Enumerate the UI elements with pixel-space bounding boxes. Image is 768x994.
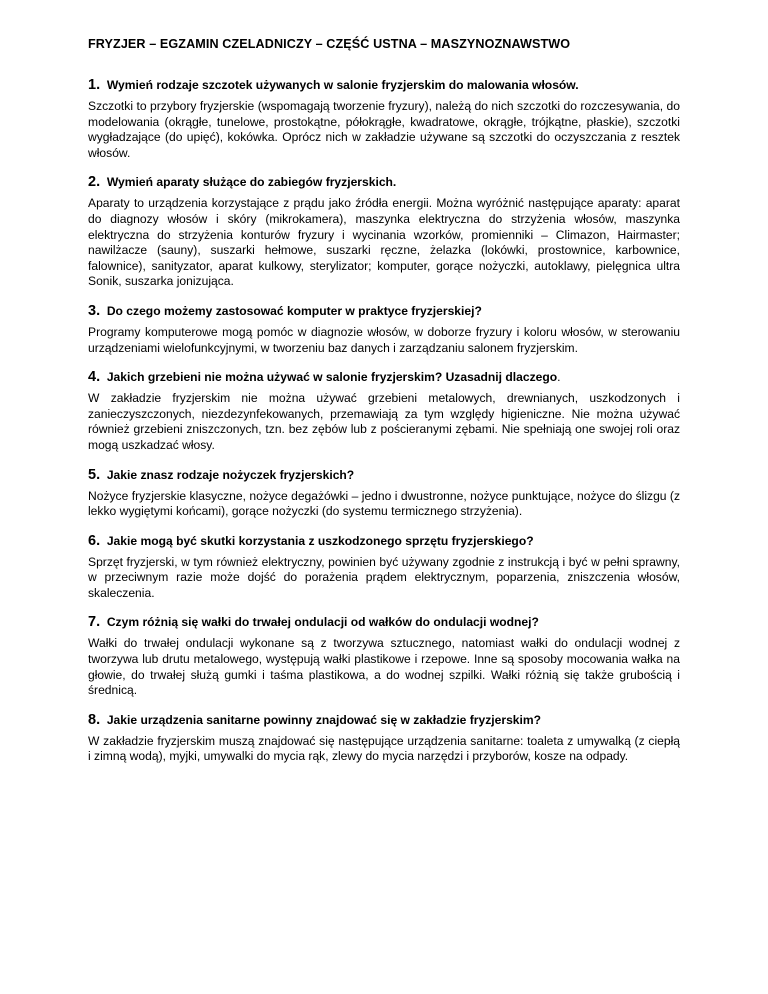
answer-7: Wałki do trwałej ondulacji wykonane są z tworzywa sztucznego, natomiast wałki do ondulacji wodnej z tworzywa lub drutu metalowego, występują wałki plastikowe i rzepowe. Inne są sposoby mocowania wałka na głowie, do trwałej służą gumki i taśma plastikowa, a do wodnej szpilki. Wałki różnią się także grubością i średnicą. (88, 636, 680, 698)
qa-item-4 (88, 369, 680, 453)
question-number: 3. (88, 302, 101, 319)
qa-item-8 (88, 712, 680, 765)
question-6 (88, 533, 680, 549)
question-5 (88, 467, 680, 483)
document-title: FRYZJER – EGZAMIN CZELADNICZY – CZĘŚĆ USTNA – MASZYNOZNAWSTWO (88, 37, 571, 51)
question-text: Jakich grzebieni nie można używać w salonie fryzjerskim? Uzasadnij dlaczego (106, 370, 558, 385)
question-number: 8. (88, 711, 101, 728)
answer-1: Szczotki to przybory fryzjerskie (wspomagają tworzenie fryzury), należą do nich szczotki do rozczesywania, do modelowania (okrągłe, tunelowe, prostokątne, półokrągłe, kwadratowe, okrągłe, trójkątne, płaskie), szczotki wygładzające (do upięć), kokówka. Oprócz nich w zakładzie używane są szczotki do oczyszczania z resztek włosów. (88, 99, 680, 160)
question-number: 6. (88, 532, 101, 549)
qa-item-1 (88, 77, 680, 161)
question-number: 2. (88, 174, 101, 191)
question-text: Wymień rodzaje szczotek używanych w salonie fryzjerskim do malowania włosów. (106, 78, 579, 92)
answer-5: Nożyce fryzjerskie klasyczne, nożyce degażówki – jedno i dwustronne, nożyce punktujące, nożyce do ślizgu (z lekko wygiętymi końcami), gorące nożyczki (do systemu termicznego strzyżenia). (88, 488, 680, 519)
question-1 (88, 77, 680, 93)
question-2 (88, 174, 680, 190)
question-text: Wymień aparaty służące do zabiegów fryzjerskich. (106, 175, 397, 190)
qa-item-2 (88, 174, 680, 290)
question-3 (88, 303, 680, 319)
question-number: 5. (88, 466, 101, 483)
question-tail: . (557, 370, 561, 385)
qa-item-7 (88, 614, 680, 698)
question-number: 4. (88, 369, 101, 386)
question-text: Jakie mogą być skutki korzystania z uszkodzonego sprzętu fryzjerskiego? (106, 533, 534, 548)
document-page (88, 36, 680, 778)
answer-8: W zakładzie fryzjerskim muszą znajdować się następujące urządzenia sanitarne: toaleta z umywalką (z ciepłą i zimną wodą), myjki, umywalki do mycia rąk, zlewy do mycia narzędzi i przyborów, kosze na odpady. (88, 733, 680, 764)
question-text: Jakie urządzenia sanitarne powinny znajdować się w zakładzie fryzjerskim? (106, 712, 542, 727)
qa-item-6 (88, 533, 680, 602)
answer-3: Programy komputerowe mogą pomóc w diagnozie włosów, w doborze fryzury i koloru włosów, w sterowaniu urządzeniami wielofunkcyjnymi, w tworzeniu baz danych i zarządzaniu salonem fryzjerskim. (88, 324, 680, 355)
qa-item-5 (88, 467, 680, 520)
question-number: 1. (88, 77, 101, 93)
qa-item-3 (88, 303, 680, 356)
question-8 (88, 712, 680, 728)
question-7 (88, 614, 680, 630)
answer-2: Aparaty to urządzenia korzystające z prądu jako źródła energii. Można wyróżnić następujące aparaty: aparat do diagnozy włosów i skóry (mikrokamera), maszynka elektryczna do strzyżenia włosów, maszynka elektryczna do strzyżenia konturów fryzury i wycinania wzorków, promienniki – Climazon, Hairmaster; nawilżacze (sauny), suszarki hełmowe, suszarki ręczne, żelazka (lokówki, prostownice, karbownice, falownice), sanityzator, aparat kulkowy, sterylizator; komputer, gorące nożyczki, autoklawy, pielęgnica ultra Sonik, suszarka jonizująca. (88, 196, 680, 289)
answer-4: W zakładzie fryzjerskim nie można używać grzebieni metalowych, drewnianych, uszkodzonych i zanieczyszczonych, niezdezynfekowanych, przemawiają za tym względy higieniczne. Nie można używać również grzebieni zniszczonych, tzn. bez zębów lub z pościeranymi zębami. Nie spełniają one swojej roli oraz mogą uszkadzać włosy. (88, 391, 680, 452)
question-text: Do czego możemy zastosować komputer w praktyce fryzjerskiej? (106, 303, 482, 318)
question-number: 7. (88, 614, 101, 631)
question-text: Czym różnią się wałki do trwałej ondulacji od wałków do ondulacji wodnej? (106, 615, 539, 630)
question-4 (88, 369, 680, 385)
answer-6: Sprzęt fryzjerski, w tym również elektryczny, powinien być używany zgodnie z instrukcją i być w pełni sprawny, w przeciwnym razie może dojść do porażenia prądem elektrycznym, poparzenia, zniszczenia włosów, skaleczenia. (88, 554, 680, 600)
question-text: Jakie znasz rodzaje nożyczek fryzjerskich? (106, 467, 355, 482)
